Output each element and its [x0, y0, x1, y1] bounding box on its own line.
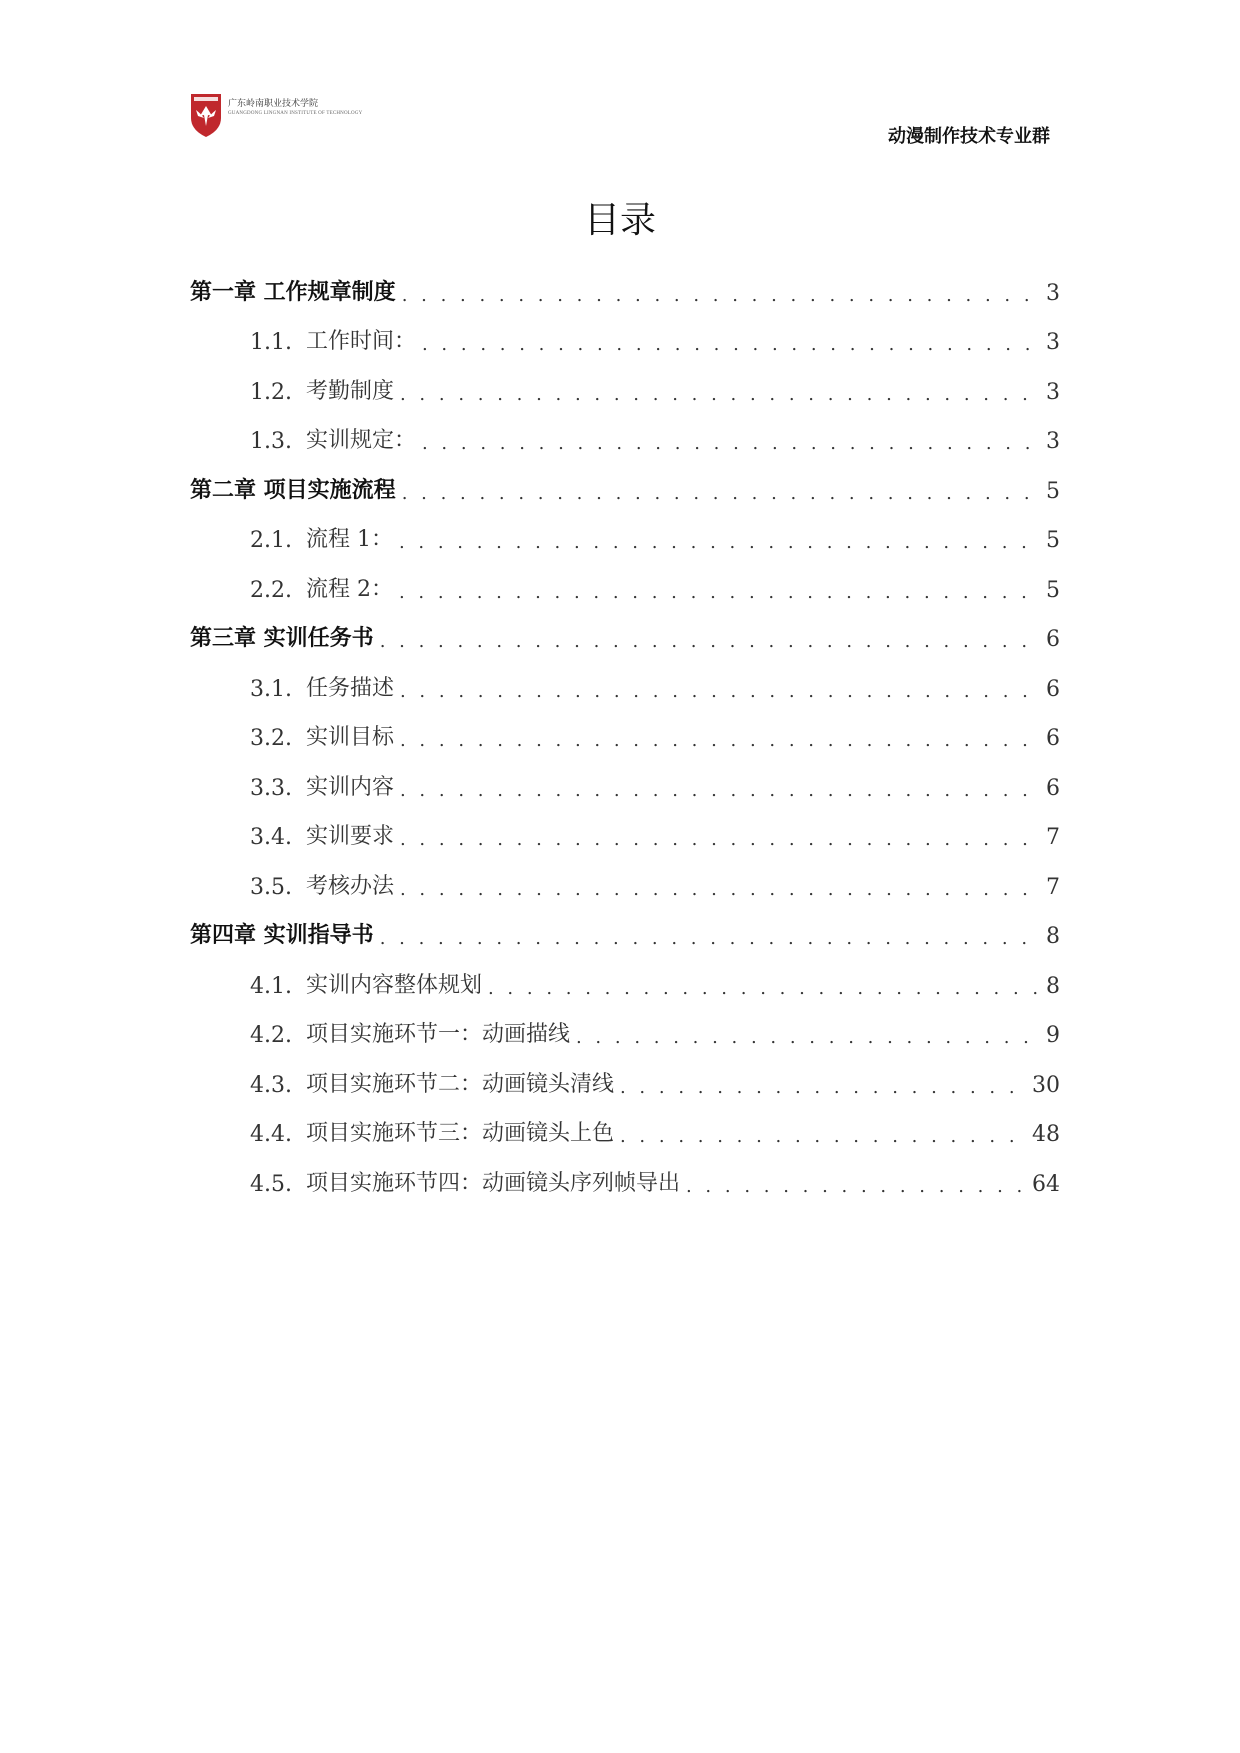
- toc-label: 工作规章制度: [263, 279, 396, 305]
- toc-label: 项目实施流程: [263, 477, 396, 503]
- department-header: 动漫制作技术专业群: [888, 126, 1050, 147]
- toc-label: 流程 1：: [305, 527, 393, 552]
- toc-chapter-1[interactable]: [190, 256, 1060, 306]
- toc-page-number: 3: [1046, 280, 1060, 306]
- toc-label: 项目实施环节四：动画镜头序列帧导出: [305, 1170, 680, 1196]
- logo-school-name-cn: 广东岭南职业技术学院: [228, 99, 319, 109]
- logo-school-name-en: GUANGDONG LINGNAN INSTITUTE OF TECHNOLOGY: [228, 111, 363, 116]
- toc-leader: [380, 928, 1040, 949]
- toc-label: 实训指导书: [263, 923, 374, 948]
- toc-section-1-2[interactable]: [190, 355, 1060, 405]
- toc-label: 流程 2：: [305, 576, 393, 602]
- toc-label: 工作时间：: [305, 329, 416, 354]
- toc-label: 实训目标: [305, 725, 394, 750]
- toc-number: 第三章: [190, 626, 264, 651]
- toc-number: 1.2.: [250, 379, 306, 405]
- toc-page-number: 6: [1046, 676, 1060, 702]
- toc-section-3-4[interactable]: [190, 801, 1060, 851]
- toc-leader: [686, 1176, 1026, 1197]
- toc-leader: [399, 532, 1040, 553]
- toc-number: 3.4.: [250, 825, 306, 850]
- toc-leader: [400, 879, 1040, 900]
- toc-chapter-4[interactable]: [190, 900, 1060, 950]
- toc-page-number: 8: [1046, 973, 1060, 999]
- toc-number: 2.1.: [250, 528, 306, 553]
- toc-leader: [402, 483, 1040, 504]
- toc-section-2-1[interactable]: [190, 504, 1060, 554]
- toc-leader: [400, 730, 1040, 751]
- toc-leader: [488, 978, 1040, 999]
- toc-label: 任务描述: [305, 675, 394, 701]
- toc-number: 1.3.: [250, 429, 306, 454]
- toc-page-number: 3: [1046, 330, 1060, 355]
- toc-page-number: 7: [1046, 874, 1060, 900]
- toc-number: 2.2.: [250, 577, 306, 603]
- toc-page-number: 3: [1046, 379, 1060, 405]
- toc-page-number: 6: [1046, 627, 1060, 652]
- table-of-contents: [190, 256, 1060, 1197]
- toc-section-3-1[interactable]: [190, 652, 1060, 702]
- toc-number: 3.1.: [250, 676, 306, 702]
- toc-section-1-1[interactable]: [190, 306, 1060, 356]
- toc-page-number: 5: [1046, 478, 1060, 504]
- toc-page-number: 6: [1046, 775, 1060, 801]
- toc-leader: [422, 334, 1040, 355]
- toc-page-number: 7: [1046, 825, 1060, 850]
- school-emblem-icon: [190, 92, 222, 138]
- toc-label: 考勤制度: [305, 378, 394, 404]
- toc-label: 实训要求: [305, 824, 394, 849]
- toc-number: 4.1.: [250, 973, 306, 999]
- toc-label: 项目实施环节一：动画描线: [305, 1022, 570, 1047]
- toc-page-number: 30: [1032, 1072, 1060, 1098]
- toc-number: 第一章: [190, 279, 264, 305]
- school-logo: [190, 92, 363, 140]
- toc-page-number: 5: [1046, 577, 1060, 603]
- toc-number: 第二章: [190, 477, 264, 503]
- toc-label: 实训内容: [305, 774, 394, 800]
- toc-chapter-3[interactable]: [190, 603, 1060, 653]
- toc-number: 1.1.: [250, 330, 306, 355]
- toc-section-4-1[interactable]: [190, 949, 1060, 999]
- toc-leader: [380, 631, 1040, 652]
- toc-chapter-2[interactable]: [190, 454, 1060, 504]
- toc-leader: [576, 1027, 1040, 1048]
- toc-page-number: 3: [1046, 429, 1060, 454]
- toc-label: 实训规定：: [305, 428, 416, 453]
- toc-title: 目录: [583, 200, 656, 241]
- toc-number: 4.5.: [250, 1171, 306, 1197]
- toc-leader: [422, 433, 1040, 454]
- toc-leader: [400, 681, 1040, 702]
- toc-number: 4.3.: [250, 1072, 306, 1098]
- toc-number: 3.5.: [250, 874, 306, 900]
- toc-section-4-5[interactable]: [190, 1147, 1060, 1197]
- toc-section-2-2[interactable]: [190, 553, 1060, 603]
- toc-leader: [400, 829, 1040, 850]
- toc-section-4-4[interactable]: [190, 1098, 1060, 1148]
- toc-number: 3.2.: [250, 726, 306, 751]
- toc-section-3-3[interactable]: [190, 751, 1060, 801]
- toc-leader: [402, 285, 1040, 306]
- toc-number: 4.4.: [250, 1122, 306, 1147]
- toc-section-3-5[interactable]: [190, 850, 1060, 900]
- toc-section-4-3[interactable]: [190, 1048, 1060, 1098]
- toc-page-number: 64: [1032, 1171, 1060, 1197]
- toc-label: 项目实施环节二：动画镜头清线: [305, 1071, 614, 1097]
- toc-page-number: 6: [1046, 726, 1060, 751]
- toc-leader: [400, 780, 1040, 801]
- toc-page-number: 9: [1046, 1023, 1060, 1048]
- toc-label: 考核办法: [305, 873, 394, 899]
- toc-leader: [400, 384, 1040, 405]
- toc-section-4-2[interactable]: [190, 999, 1060, 1049]
- toc-section-3-2[interactable]: [190, 702, 1060, 752]
- toc-label: 项目实施环节三：动画镜头上色: [305, 1121, 614, 1146]
- toc-label: 实训任务书: [263, 626, 374, 651]
- toc-number: 第四章: [190, 923, 264, 948]
- toc-leader: [620, 1126, 1026, 1147]
- toc-leader: [399, 582, 1040, 603]
- toc-number: 3.3.: [250, 775, 306, 801]
- toc-label: 实训内容整体规划: [305, 972, 482, 998]
- toc-leader: [620, 1077, 1026, 1098]
- toc-page-number: 5: [1046, 528, 1060, 553]
- toc-section-1-3[interactable]: [190, 405, 1060, 455]
- toc-page-number: 8: [1046, 924, 1060, 949]
- toc-number: 4.2.: [250, 1023, 306, 1048]
- toc-page-number: 48: [1032, 1122, 1060, 1147]
